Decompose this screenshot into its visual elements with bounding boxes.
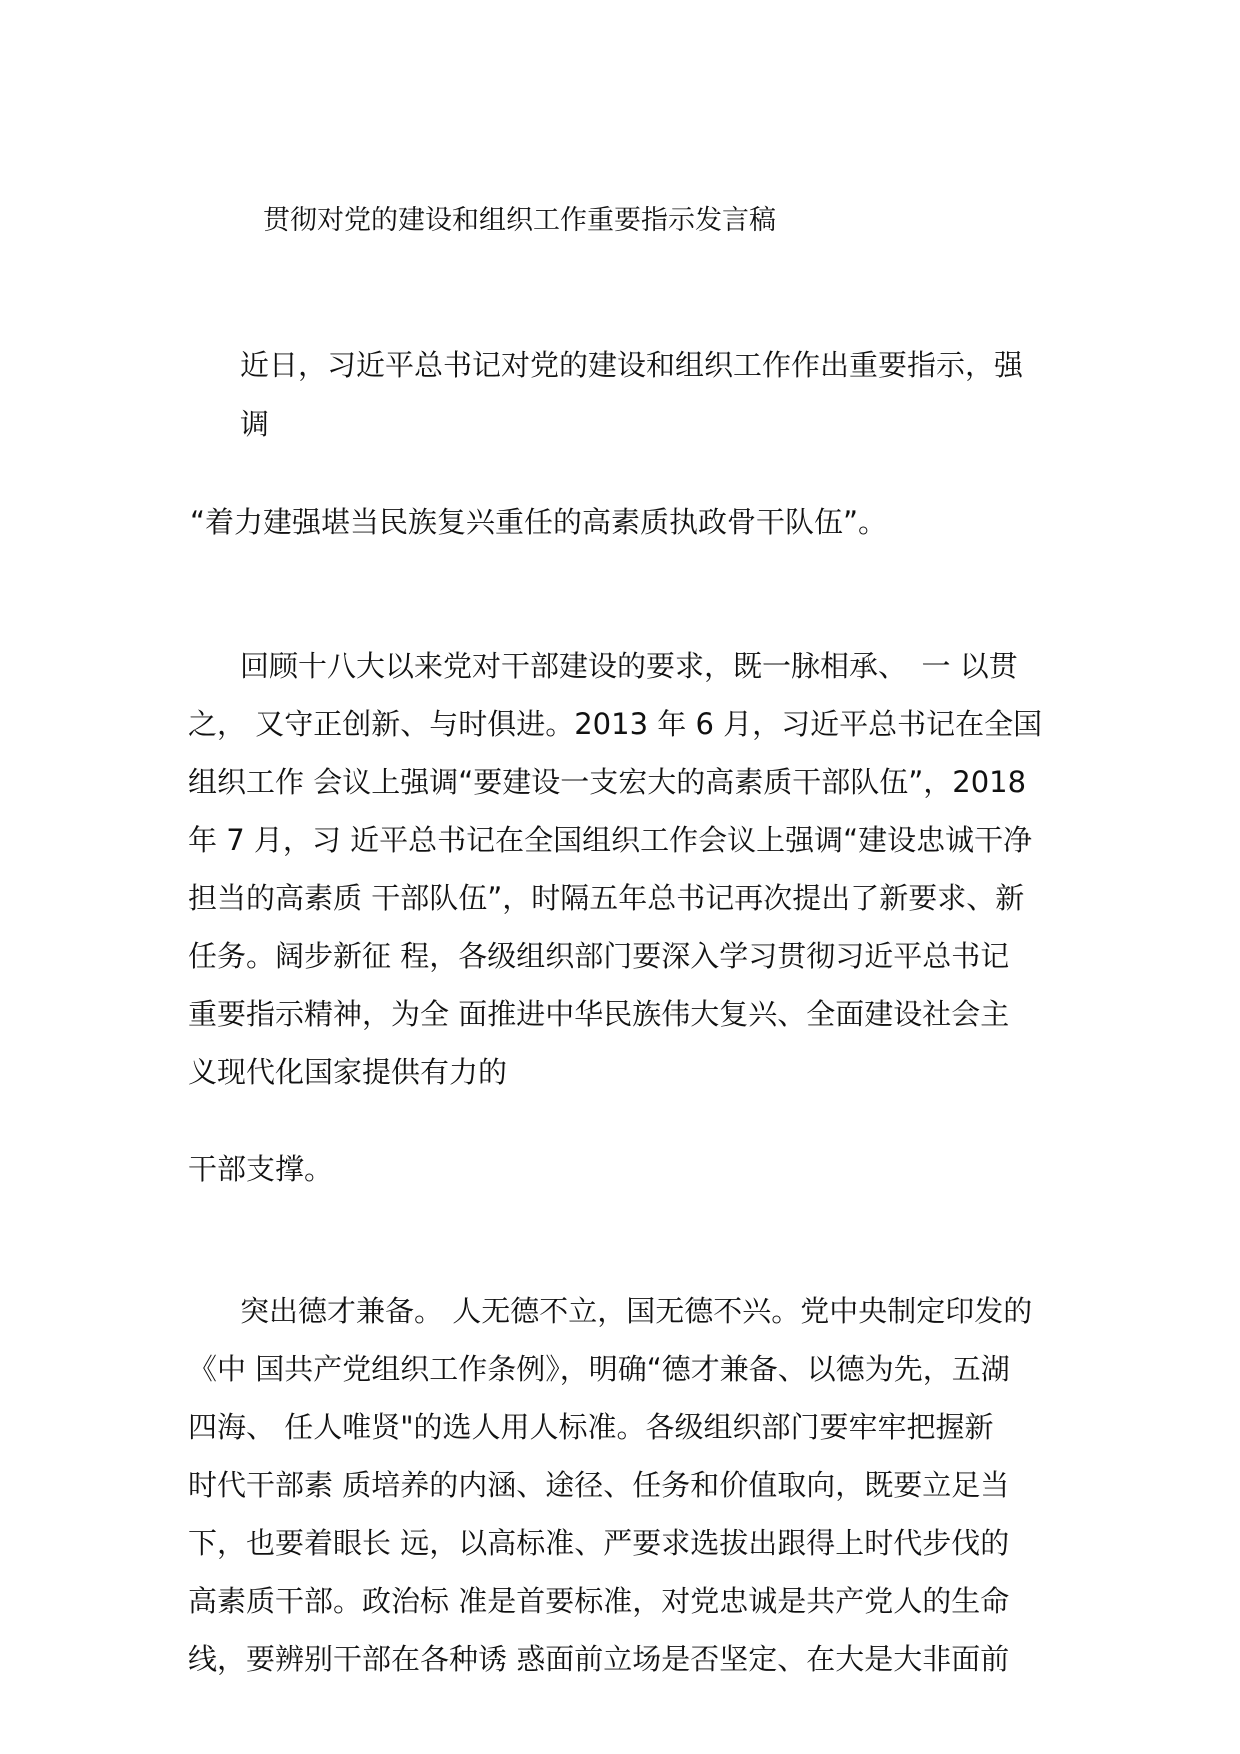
paragraph-2-line-4: 年 7 月，习 近平总书记在全国组织工作会议上强调“建设忠诚干净 xyxy=(188,823,1033,857)
paragraph-3-line-4: 时代干部素 质培养的内涵、途径、任务和价值取向，既要立足当 xyxy=(188,1468,1010,1502)
paragraph-3-line-1: 突出德才兼备。 人无德不立，国无德不兴。党中央制定印发的 xyxy=(240,1294,1033,1328)
paragraph-3-line-2: 《中 国共产党组织工作条例》，明确“德才兼备、以德为先，五湖 xyxy=(188,1352,1010,1386)
paragraph-2-line-8: 义现代化国家提供有力的 xyxy=(188,1055,508,1089)
paragraph-3-line-6: 高素质干部。政治标 准是首要标准，对党忠诚是共产党人的生命 xyxy=(188,1584,1010,1618)
paragraph-3-line-5: 下，也要着眼长 远，以高标准、严要求选拔出跟得上时代步伐的 xyxy=(188,1526,1010,1560)
paragraph-2-line-2: 之， 又守正创新、与时俱进。2013 年 6 月，习近平总书记在全国 xyxy=(188,707,1043,741)
paragraph-3-line-3: 四海、 任人唯贤"的选人用人标准。各级组织部门要牢牢把握新 xyxy=(188,1410,994,1444)
paragraph-2-line-6: 任务。阔步新征 程，各级组织部门要深入学习贯彻习近平总书记 xyxy=(188,939,1010,973)
document-title: 贯彻对党的建设和组织工作重要指示发言稿 xyxy=(263,205,776,236)
paragraph-1-line-1: 近日，习近平总书记对党的建设和组织工作作出重要指示，强 xyxy=(240,348,1024,382)
paragraph-1-line-3: “着力建强堪当民族复兴重任的高素质执政骨干队伍”。 xyxy=(190,505,888,539)
paragraph-2-line-5: 担当的高素质 干部队伍”，时隔五年总书记再次提出了新要求、新 xyxy=(188,881,1025,915)
paragraph-2-line-3: 组织工作 会议上强调“要建设一支宏大的高素质干部队伍”，2018 xyxy=(188,765,1027,799)
paragraph-1-line-2: 调 xyxy=(240,407,270,441)
paragraph-2-line-9: 干部支撑。 xyxy=(188,1152,334,1186)
paragraph-2-line-1: 回顾十八大以来党对干部建设的要求，既一脉相承、 一 以贯 xyxy=(240,649,1018,683)
paragraph-2-line-7: 重要指示精神，为全 面推进中华民族伟大复兴、全面建设社会主 xyxy=(188,997,1010,1031)
paragraph-3-line-7: 线，要辨别干部在各种诱 惑面前立场是否坚定、在大是大非面前 xyxy=(188,1642,1010,1676)
